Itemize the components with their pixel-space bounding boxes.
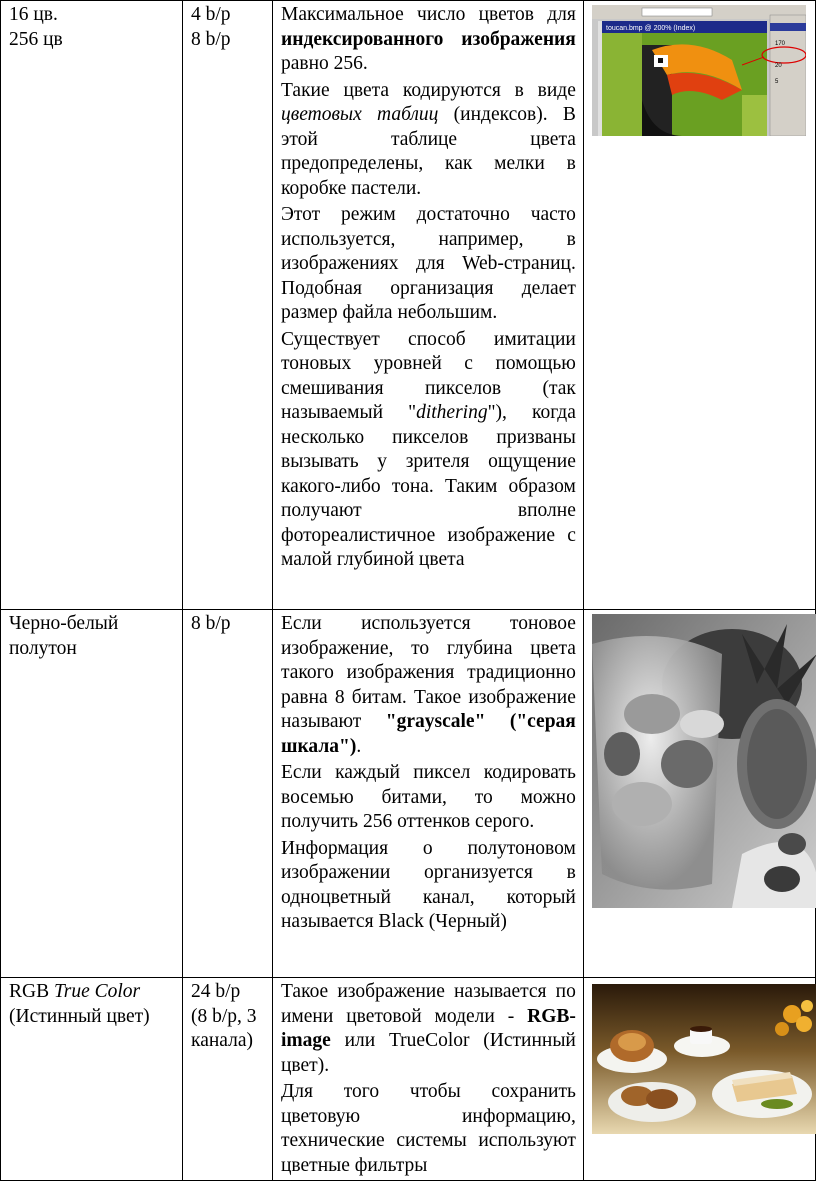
mode-cell xyxy=(1,610,183,978)
grayscale-fruit-photo xyxy=(592,614,816,908)
description-paragraph: Существует способ имитации тоновых уровней с помощью смешивания пикселов (так называемый "dithering"), когда несколько пикселов призваны вызывать у зрителя ощущение какого-либо тона. Таким образом получают вполне фотореалистичное изображение с малой глубиной цвета xyxy=(281,328,576,570)
indexed-toucan-screenshot-image xyxy=(592,5,806,136)
depth-line: 8 b/p xyxy=(191,28,231,50)
depth-cell xyxy=(183,978,273,1181)
svg-text:20: 20 xyxy=(774,63,782,69)
description-paragraph: Если используется тоновое изображение, то глубина цвета такого изображения традиционно равна 8 битам. Такое изображение называют "grayscale" ("серая шкала"). xyxy=(281,613,576,757)
description-paragraph: Информация о полутоновом изображении организуется в одноцветный канал, который называется Black (Черный) xyxy=(281,837,576,932)
mode-name-line: 256 цв xyxy=(9,28,63,50)
mode-name-line: 16 цв. xyxy=(9,4,58,25)
depth-cell xyxy=(183,610,273,978)
mode-cell xyxy=(1,1,183,610)
mode-name-text: RGB xyxy=(9,981,54,1002)
depth-cell xyxy=(183,1,273,610)
description-paragraph: Такое изображение называется по имени цветовой модели - RGB-image или TrueColor (Истинный цвет). xyxy=(281,981,576,1076)
image-cell xyxy=(583,610,815,978)
image-cell xyxy=(583,978,815,1181)
description-cell xyxy=(273,610,584,978)
mode-name-italic: True Color xyxy=(53,981,141,1002)
mode-name-line: полутон xyxy=(9,637,77,659)
depth-line: 8 b/p xyxy=(191,613,231,634)
depth-line: 4 b/p xyxy=(191,4,231,25)
description-paragraph: Если каждый пиксел кодировать восемью битами, то можно получить 256 оттенков серого. xyxy=(281,762,576,832)
description-cell xyxy=(273,978,584,1181)
svg-text:170: 170 xyxy=(774,41,785,47)
description-paragraph: Для того чтобы сохранить цветовую информацию, технические системы используют цветные фильтры xyxy=(281,1081,576,1176)
mode-name-text: (Истинный цвет) xyxy=(9,1005,150,1027)
description-paragraph: Такие цвета кодируются в виде цветовых таблиц (индексов). В этой таблице цвета предопределены, как мелки в коробке пастели. xyxy=(281,79,576,199)
description-paragraph: Этот режим достаточно часто используется, например, в изображениях для Web-страниц. Подобная организация делает размер файла небольшим. xyxy=(281,204,576,323)
table-row-truecolor xyxy=(1,978,816,1181)
image-cell xyxy=(583,1,815,610)
truecolor-breakfast-photo xyxy=(592,984,816,1134)
svg-text:5: 5 xyxy=(774,79,779,85)
depth-line: канала) xyxy=(191,1030,253,1051)
description-cell xyxy=(273,1,584,610)
table-row-indexed xyxy=(1,1,816,610)
mode-cell xyxy=(1,978,183,1181)
depth-line: (8 b/p, 3 xyxy=(191,1005,257,1027)
description-paragraph: Максимальное число цветов для индексированного изображения равно 256. xyxy=(281,4,576,74)
depth-line: 24 b/p xyxy=(191,981,241,1002)
table-row-grayscale xyxy=(1,610,816,978)
window-title-text: toucan.bmp @ 200% (Index) xyxy=(605,25,696,32)
mode-name-line: Черно-белый xyxy=(9,613,119,634)
